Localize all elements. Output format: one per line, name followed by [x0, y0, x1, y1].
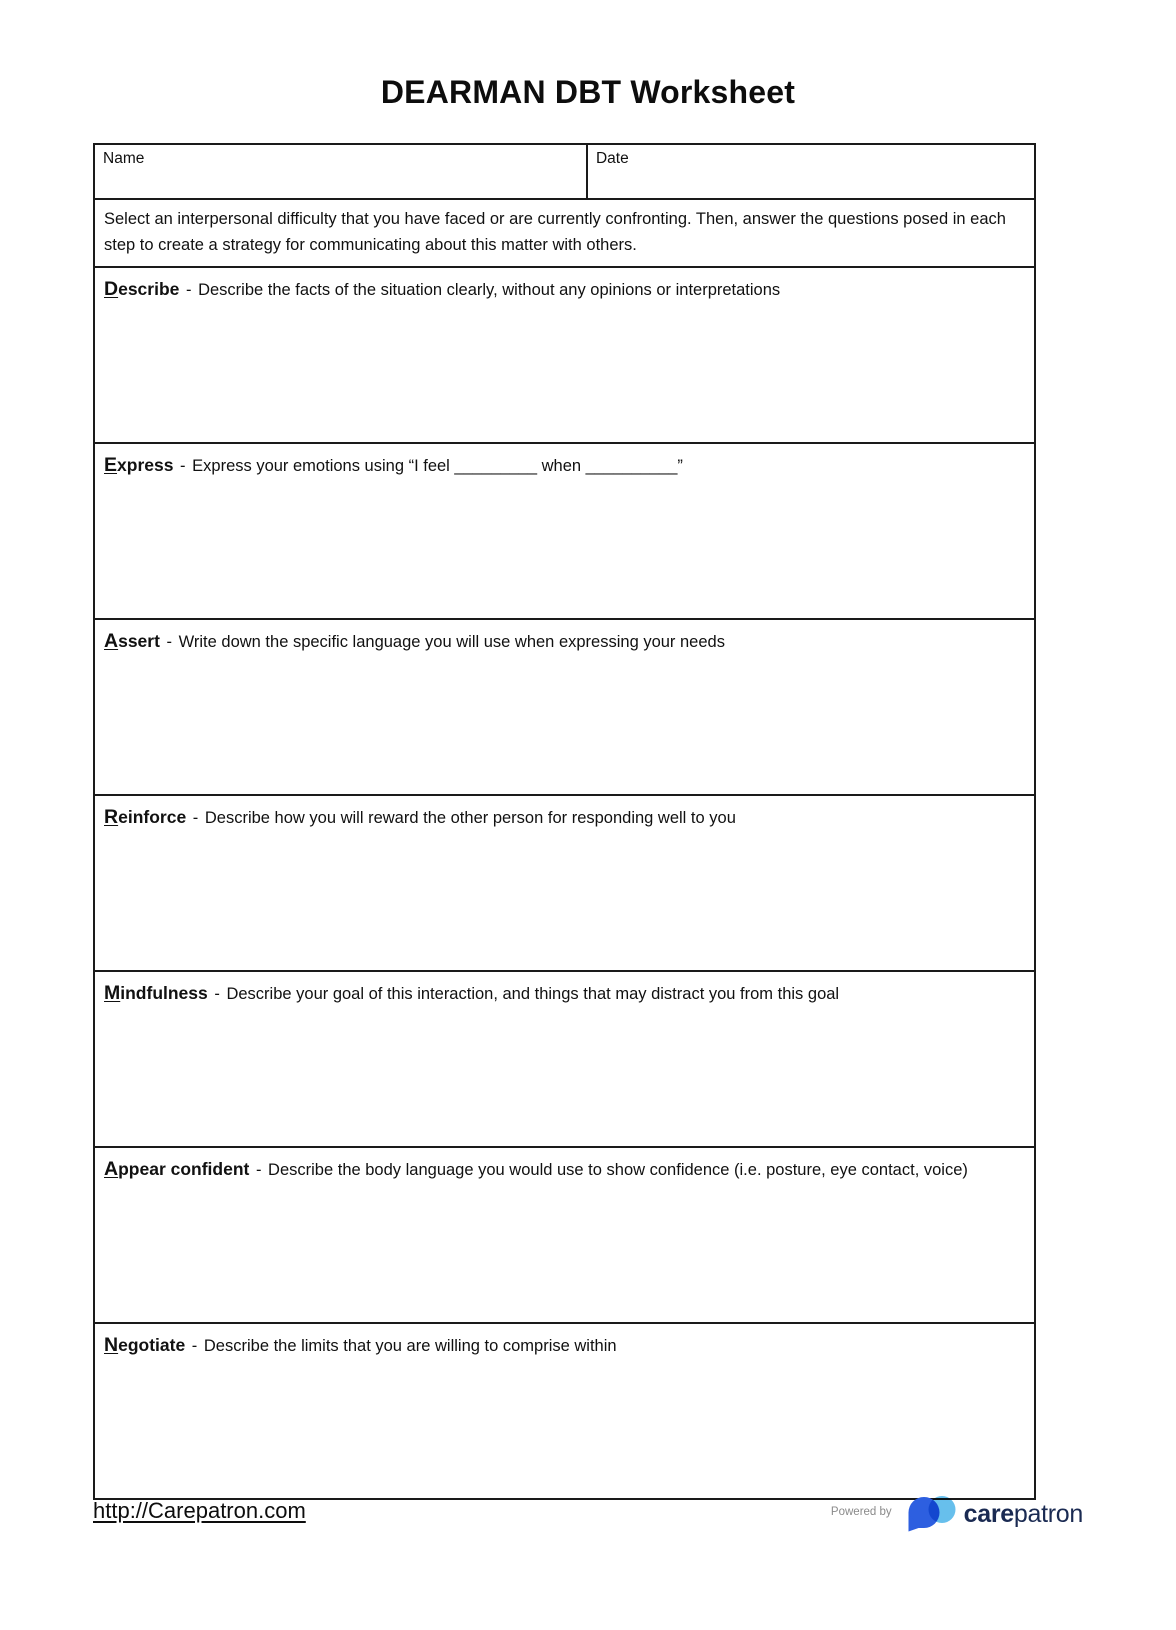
section-appear-confident-description: Describe the body language you would use to show confidence (i.e. posture, eye contact, voice) — [268, 1161, 968, 1180]
powered-by-block — [831, 1494, 1083, 1534]
express-response-area[interactable] — [104, 480, 1025, 608]
section-assert-description: Write down the specific language you will use when expressing your needs — [178, 633, 725, 652]
section-describe — [95, 266, 1034, 442]
section-negotiate-keyword: Negotiate — [104, 1334, 186, 1357]
page-title: DEARMAN DBT Worksheet — [380, 74, 796, 110]
separator: - — [214, 985, 220, 1004]
appear-confident-response-area[interactable] — [104, 1184, 1025, 1312]
section-mindfulness-header — [104, 979, 1025, 1008]
negotiate-response-area[interactable] — [104, 1360, 1025, 1488]
section-appear-confident — [95, 1146, 1034, 1322]
section-appear-confident-header — [104, 1155, 1025, 1184]
section-reinforce — [95, 794, 1034, 970]
separator: - — [191, 1337, 198, 1356]
name-field[interactable] — [95, 145, 588, 198]
describe-response-area[interactable] — [104, 304, 1025, 432]
separator: - — [180, 457, 186, 476]
section-assert — [95, 618, 1034, 794]
separator: - — [255, 1161, 262, 1180]
name-date-row — [95, 145, 1034, 198]
mindfulness-response-area[interactable] — [104, 1008, 1025, 1136]
section-assert-header — [104, 627, 1025, 656]
section-negotiate-header — [104, 1331, 1025, 1360]
separator: - — [185, 281, 192, 300]
section-express-header — [104, 451, 1025, 480]
reinforce-response-area[interactable] — [104, 832, 1025, 960]
section-mindfulness-keyword: Mindfulness — [104, 982, 208, 1005]
section-reinforce-keyword: Reinforce — [104, 806, 187, 829]
separator: - — [166, 633, 173, 652]
separator: - — [192, 809, 199, 828]
carepatron-link[interactable]: http://Carepatron.com — [93, 1498, 306, 1523]
section-describe-description: Describe the facts of the situation clearly, without any opinions or interpretations — [198, 281, 781, 300]
section-appear-confident-keyword: Appear confident — [104, 1158, 250, 1181]
carepatron-logo-icon — [906, 1494, 958, 1534]
date-label: Date — [595, 150, 629, 167]
name-label: Name — [103, 150, 145, 167]
section-describe-keyword: Describe — [104, 278, 180, 301]
section-negotiate — [95, 1322, 1034, 1498]
section-express-description: Express your emotions using “I feel _________ when __________” — [192, 457, 683, 476]
worksheet-table — [93, 143, 1036, 1500]
powered-by-label: Powered by — [830, 1506, 892, 1518]
section-reinforce-description: Describe how you will reward the other person for responding well to you — [204, 809, 736, 828]
date-field[interactable] — [588, 145, 1034, 198]
section-express-keyword: Express — [104, 454, 174, 477]
assert-response-area[interactable] — [104, 656, 1025, 784]
section-mindfulness-description: Describe your goal of this interaction, and things that may distract you from this goal — [226, 985, 840, 1004]
section-reinforce-header — [104, 803, 1025, 832]
section-describe-header — [104, 275, 1025, 304]
carepatron-wordmark: carepatron — [963, 1499, 1083, 1528]
section-assert-keyword: Assert — [104, 630, 160, 653]
instructions-text: Select an interpersonal difficulty that you have faced or are currently confronting. Then, answer the questions posed in each step to create a strategy for communicating about this matter with others. — [95, 198, 1034, 266]
section-negotiate-description: Describe the limits that you are willing to comprise within — [203, 1337, 617, 1356]
section-express — [95, 442, 1034, 618]
section-mindfulness — [95, 970, 1034, 1146]
